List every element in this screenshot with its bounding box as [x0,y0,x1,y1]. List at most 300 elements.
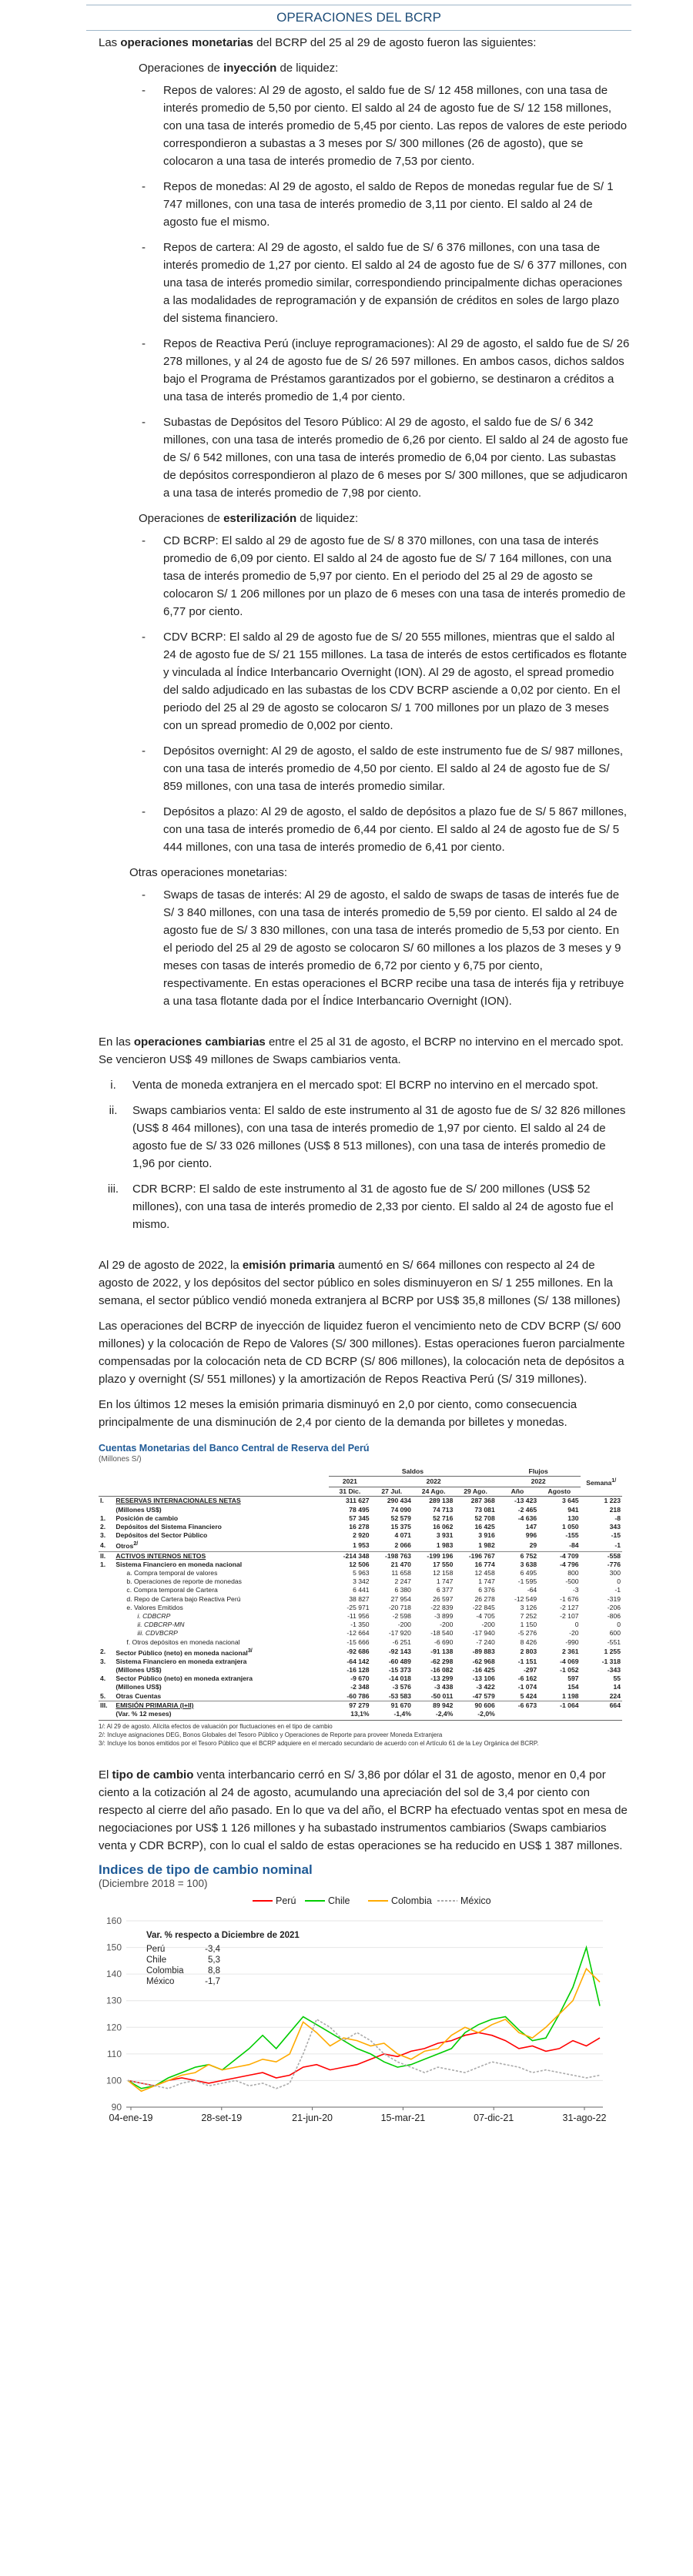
table-cell: -2,0% [477,1710,495,1718]
row-label [114,1674,329,1683]
row-label [114,1577,329,1586]
col-header: 29 Ago. [454,1487,496,1497]
row-code: 4. [100,1674,106,1683]
table-cell: -776 [607,1560,621,1568]
table-cell: 78 495 [349,1505,370,1514]
row-label-text: e. Valores Emitidos [126,1603,183,1611]
y-tick-label: 100 [105,2075,122,2086]
table-cell: -20 [569,1629,579,1638]
item-number: ii. [109,1104,118,1117]
row-label [114,1692,329,1701]
table-cell: -3 899 [434,1611,454,1620]
row-code: 4. [100,1541,106,1549]
row-code [99,1612,114,1621]
table-cell: -1 595 [517,1577,537,1586]
footnote: 2/: Incluye asignaciones DEG, Bonos Globales del Tesoro Público y Operaciones de Reporte para proveer Moneda Extranjera [99,1731,443,1739]
x-tick-label: 04-ene-19 [109,2113,153,2124]
table-row [99,1674,622,1683]
table-cell: -16 425 [472,1666,495,1674]
annotation-value: -3,4 [205,1945,220,1955]
col-header: 31 Dic. [329,1487,370,1497]
row-label-text: (Millones US$) [116,1683,162,1691]
row-code: 2. [100,1523,106,1531]
row-label-text: Sector Público (neto) en moneda nacional [116,1648,248,1657]
row-label [114,1710,329,1718]
table-cell: -1 064 [538,1701,580,1710]
table-cell: -6 162 [517,1674,537,1683]
table-cell: 38 827 [349,1594,370,1603]
list-item [99,1102,630,1173]
row-label-text: Posición de cambio [116,1514,179,1522]
row-label-text: b. Operaciones de reporte de monedas [126,1577,242,1586]
table-cell: -1,4% [393,1710,411,1718]
intro-post: del BCRP del 25 al 29 de agosto fueron las siguientes: [253,36,537,49]
list-item: - Subastas de Depósitos del Tesoro Público: Al 29 de agosto, el saldo fue de S/ 6 342 millones, con una tasa de interés promedio de 6,26 por ciento. El saldo al 24 de agosto fue de S/ 6 542 millones, con una tasa de interés promedio de 6,04 por ciento. Las subastas de depósitos correspondieron al plazo de 6 meses por S/ 300 millones, que se adjudicaron a una tasa de interés promedio de 7,98 por ciento. [139,413,630,502]
row-label-text: ii. CDBCRP-MN [137,1621,185,1629]
primary-paragraph-3: En los últimos 12 meses la emisión primaria disminuyó en 2,0 por ciento, como consecuencia principalmente de una disminución de 2,4 por ciento de la demanda por billetes y monedas. [99,1398,578,1429]
table-cell: -2 348 [350,1683,370,1691]
table-cell: -806 [607,1611,621,1620]
injection-heading [139,59,630,77]
legend-label: Chile [328,1895,350,1907]
table-cell: -343 [607,1666,621,1674]
row-label-text: Otras Cuentas [116,1691,162,1700]
list-item: - Repos de Reactiva Perú (incluye reprogramaciones): Al 29 de agosto, el saldo fue de S/ 26 278 millones, y al 24 de agosto fue de S/ 26 597 millones. En ambos casos, dichos saldos bajo el Programa de Préstamos garantizados por el gobierno, se destinaron a créditos a una tasa de interés promedio de 1,4 por ciento. [139,335,630,406]
table-cell: -6 673 [497,1701,538,1710]
table-cell: -3 576 [392,1683,411,1691]
row-label [114,1666,329,1674]
table-cell: 941 [567,1505,579,1514]
series-line [128,2032,600,2086]
y-tick-label: 130 [105,1995,122,2006]
table-cell: 16 774 [474,1560,495,1568]
table-cell: -8 [614,1514,621,1522]
table-cell: -60 786 [346,1691,370,1700]
table-cell: 8 426 [520,1638,537,1646]
item-text: Venta de moneda extranjera en el mercado spot: El BCRP no intervino en el mercado spot. [132,1079,599,1092]
item-text: Swaps cambiarios venta: El saldo de este instrumento al 31 de agosto fue de S/ 32 826 millones (US$ 8 464 millones), con una tasa de interés promedio de 1,97 por ciento. El saldo al 24 de agosto fue de S/ 33 026 millones (US$ 8 513 millones), con una tasa de interés promedio de 1,96 por ciento. [132,1104,626,1170]
row-label [114,1621,329,1629]
table-cell: -2 465 [517,1505,537,1514]
data-table [99,1467,622,1718]
table-cell: 52 716 [433,1514,454,1522]
table-cell: -2 598 [392,1611,411,1620]
list-item [99,1076,630,1094]
y-tick-label: 160 [105,1915,122,1927]
table-cell: -319 [607,1594,621,1603]
table-cell: -1 151 [517,1657,537,1665]
table-cell: -198 763 [371,1551,413,1561]
table-cell: 2 066 [394,1541,411,1549]
row-label [114,1551,329,1561]
x-tick-label: 21-jun-20 [292,2113,333,2124]
table-cell: 29 [529,1541,537,1549]
table-cell: -15 373 [388,1666,411,1674]
table-cell: 0 [617,1621,621,1629]
table-cell: -1 318 [601,1657,621,1665]
table-cell: -196 767 [454,1551,496,1561]
table-cell: 147 [525,1523,537,1531]
table-cell: -4 636 [517,1514,537,1522]
row-label [114,1595,329,1604]
row-code: II. [99,1551,114,1561]
table-cell: 0 [617,1577,621,1586]
table-cell: 21 470 [390,1560,411,1568]
annotation-country: México [146,1977,175,1987]
table-subtitle: (Millones S/) [99,1455,142,1464]
table-cell: -155 [565,1531,579,1540]
table-cell: 6 495 [520,1568,537,1577]
table-row [99,1540,622,1551]
row-label [114,1561,329,1569]
primary-bold: emisión primaria [242,1259,335,1272]
section-title: OPERACIONES DEL BCRP [276,10,441,25]
group-saldos: Saldos [329,1467,497,1477]
table-cell: -15 [611,1531,621,1540]
row-label [114,1531,329,1540]
col-header-semana [581,1477,622,1487]
item-number: iii. [107,1183,119,1196]
table-cell: 1 747 [436,1577,454,1586]
table-cell: -22 845 [472,1603,495,1611]
annotation-value: -1,7 [205,1977,220,1987]
table-cell: 57 345 [349,1514,370,1522]
row-label [114,1523,329,1531]
intro-paragraph [99,34,630,52]
table-cell: -6 690 [434,1638,454,1646]
sterilization-heading [139,510,630,527]
injection-list [139,82,630,502]
table-cell: -47 579 [472,1691,495,1700]
list-item: - CDV BCRP: El saldo al 29 de agosto fue de S/ 20 555 millones, mientras que el saldo al 24 de agosto fue de S/ 21 155 millones. La tasa de interés de estos certificados es flotante y vinculada al Índice Interbancario Overnight (ION). Al 29 de agosto, el spread promedio del saldo adjudicado en las subastas de los CDV BCRP asciende a 0,02 por ciento. En el periodo del 25 al 29 de agosto se colocaron S/ 1 700 millones por un plazo de 3 meses con un spread promedio de 0,002 por ciento. [139,628,630,734]
table-cell: 3 342 [353,1577,370,1586]
table-cell: 2 361 [562,1648,579,1656]
table-cell: 16 062 [433,1523,454,1531]
table-cell: 2 247 [394,1577,411,1586]
row-label [114,1683,329,1691]
exchange-rate-pre: El [99,1768,112,1782]
list-item: - CD BCRP: El saldo al 29 de agosto fue de S/ 8 370 millones, con una tasa de interés promedio de 6,09 por ciento. El saldo al 24 de agosto fue de S/ 7 164 millones, con una tasa de interés promedio de 5,97 por ciento. En el periodo del 25 al 29 de agosto se colocaron S/ 1 206 millones por un plazo de 6 meses con una tasa de interés promedio de 6,77 por ciento. [139,532,630,621]
row-label-text: a. Compra temporal de valores [126,1568,218,1577]
table-cell: -551 [607,1638,621,1646]
list-item: - Repos de valores: Al 29 de agosto, el saldo fue de S/ 12 458 millones, con una tasa de interés promedio de 5,50 por ciento. El saldo al 24 de agosto fue de S/ 12 158 millones, con una tasa de interés promedio de 5,45 por ciento. Las repos de valores de este periodo correspondieron a subastas a 3 meses por S/ 300 millones (26 de agosto), que se colocaron a una tasa de interés promedio de 7,53 por ciento. [139,82,630,170]
table-row [99,1666,622,1674]
section-header [86,5,631,31]
sterilization-heading-bold: esterilización [223,512,297,525]
footnote-ref: 3/ [247,1647,253,1654]
col-header: Agosto [538,1487,580,1497]
table-cell: 13,1% [350,1710,370,1718]
monetary-accounts-table [99,1442,622,1748]
table-cell: -4 069 [560,1657,579,1665]
y-tick-label: 120 [105,2022,122,2033]
table-cell: -200 [481,1621,495,1629]
table-row [99,1692,622,1701]
table-cell: -17 940 [472,1629,495,1638]
intro-pre: Las [99,36,121,49]
table-cell: -7 240 [476,1638,495,1646]
table-cell: -25 971 [346,1603,370,1611]
table-cell: -13 106 [472,1674,495,1683]
year-2022-flujos: 2022 [497,1477,581,1487]
table-cell: 1 150 [520,1621,537,1629]
table-cell: -3 422 [476,1683,495,1691]
footnote: 3/: Incluye los bonos emitidos por el Tesoro Público que el BCRP adquiere en el mercado secundario de acuerdo con el Artículo 61 de la Ley Orgánica del BCRP. [99,1740,539,1748]
sterilization-heading-pre: Operaciones de [139,512,224,525]
table-cell: 4 071 [394,1531,411,1540]
list-item [99,1180,630,1233]
table-cell: 74 090 [390,1505,411,1514]
row-label [114,1497,329,1506]
annotation-country: Colombia [146,1966,184,1976]
row-label-text: EMISIÓN PRIMARIA (I+II) [116,1701,194,1709]
table-cell: 90 606 [454,1701,496,1710]
table-cell: -13 299 [430,1674,454,1683]
row-label-text: f. Otros depósitos en moneda nacional [126,1638,240,1646]
table-row [99,1561,622,1569]
chart-subtitle: (Diciembre 2018 = 100) [99,1878,208,1890]
row-code [99,1604,114,1612]
table-cell: -20 718 [388,1603,411,1611]
table-cell: -92 686 [346,1648,370,1656]
table-cell: 16 278 [349,1523,370,1531]
semana-label: Semana [586,1478,612,1487]
year-2021: 2021 [329,1477,370,1487]
table-cell: -5 276 [517,1629,537,1638]
row-label-text: Sistema Financiero en moneda extranjera [116,1657,247,1665]
table-cell: 6 380 [394,1586,411,1594]
table-cell: 1 255 [604,1648,621,1656]
row-code [99,1586,114,1594]
exchange-paragraph [99,1033,630,1069]
table-cell: 14 [613,1683,621,1691]
table-row [99,1569,622,1577]
exchange-rate-post: venta interbancario cerró en S/ 3,86 por dólar el 31 de agosto, menor en 0,4 por ciento a la cotización al 24 de agosto, acumulando una apreciación del sol de 3,4 por ciento con respecto al cierre del año pasado. En lo que va del año, el BCRP ha efectuado ventas spot en mesa de negociaciones por US$ 1 126 millones y ha subastado instrumentos cambiarios (Swaps cambiarios venta y CDR BCRP), con lo cual el saldo de estas operaciones se ha reducido en US$ 1 387 millones. [99,1768,628,1853]
primary-post: aumentó en S/ 664 millones con respecto al 24 de agosto de 2022, y los depósitos del sector público en soles disminuyeron en S/ 1 255 millones. En la semana, el sector público vendió moneda extranjera al BCRP por US$ 35,8 millones (S/ 138 millones) [99,1259,621,1307]
table-cell: -14 018 [388,1674,411,1683]
x-tick-label: 31-ago-22 [562,2113,607,2124]
table-cell: 52 579 [390,1514,411,1522]
table-cell: -3 [572,1586,579,1594]
row-code [99,1683,114,1691]
table-row [99,1523,622,1531]
table-cell: -206 [607,1603,621,1611]
footnote: 1/: Al 29 de agosto. Alícita efectos de valuación por fluctuaciones en el tipo de cambio [99,1723,333,1731]
table-cell: -11 956 [347,1611,370,1620]
row-code [99,1577,114,1586]
table-cell: -214 348 [329,1551,370,1561]
table-cell: 5 424 [520,1691,537,1700]
row-label [114,1540,329,1551]
table-row [99,1701,622,1710]
y-tick-label: 90 [111,2102,122,2113]
row-label-text: (Millones US$) [116,1666,162,1674]
exchange-rate-paragraph [99,1766,630,1855]
table-row [99,1551,622,1561]
table-cell: -1 [614,1541,621,1549]
row-label [114,1647,329,1658]
row-code [99,1569,114,1577]
table-cell: -1 350 [350,1621,370,1629]
table-cell: 17 550 [433,1560,454,1568]
table-cell: -12 549 [514,1594,537,1603]
row-label-text: Otros [116,1542,134,1551]
row-label-text: (Millones US$) [116,1505,162,1514]
table-cell: 289 138 [429,1497,454,1505]
row-label-text: Depósitos del Sector Público [116,1531,208,1540]
row-label-text: RESERVAS INTERNACIONALES NETAS [116,1497,241,1505]
table-cell: -16 128 [346,1666,370,1674]
table-cell: 6 752 [497,1551,538,1561]
x-tick-label: 15-mar-21 [380,2113,426,2124]
table-cell: -4 705 [476,1611,495,1620]
table-cell: -200 [397,1621,411,1629]
table-cell: 89 942 [413,1701,454,1710]
exchange-list [99,1076,630,1233]
table-cell: -60 489 [388,1657,411,1665]
table-cell: 3 126 [520,1603,537,1611]
table-cell: 91 670 [371,1701,413,1710]
injection-heading-pre: Operaciones de [139,62,224,75]
row-label [114,1629,329,1638]
list-item: - Depósitos overnight: Al 29 de agosto, el saldo de este instrumento fue de S/ 987 millones, con una tasa de interés promedio de 4,50 por ciento. El saldo al 24 de agosto fue de S/ 859 millones, con una tasa de interés promedio similar. [139,742,630,795]
table-cell: -64 [527,1586,537,1594]
exchange-bold: operaciones cambiarias [133,1035,266,1049]
table-cell: 996 [525,1531,537,1540]
row-label-text: Sector Público (neto) en moneda extranjera [116,1674,253,1683]
table-cell: -2 127 [560,1603,579,1611]
table-cell: 52 708 [474,1514,495,1522]
row-label [114,1612,329,1621]
table-cell: -50 011 [430,1691,454,1700]
table-cell: 73 081 [474,1505,495,1514]
table-cell: 664 [581,1701,622,1710]
table-cell: -199 196 [413,1551,454,1561]
table-cell: 1 223 [604,1497,621,1505]
table-cell: 1 747 [478,1577,495,1586]
exchange-post: entre el 25 al 31 de agosto, el BCRP no intervino en el mercado spot. Se vencieron US$ 49 millones de Swaps cambiarios venta. [99,1035,624,1066]
x-tick-label: 07-dic-21 [474,2113,514,2124]
semana-footnote-ref: 1/ [611,1477,617,1484]
row-code [99,1629,114,1638]
exchange-rate-bold: tipo de cambio [112,1768,194,1782]
item-text: CDR BCRP: El saldo de este instrumento al 31 de agosto fue de S/ 200 millones (US$ 52 millones), con una tasa de interés promedio de 2,33 por ciento. El saldo al 24 de agosto fue el mismo. [132,1183,614,1231]
table-row [99,1577,622,1586]
table-cell: -297 [523,1666,537,1674]
table-row [99,1612,622,1621]
table-cell: 1 050 [562,1523,579,1531]
row-label-text: c. Compra temporal de Cartera [126,1586,218,1594]
y-tick-label: 150 [105,1942,122,1953]
table-cell: -18 540 [430,1629,454,1638]
sterilization-heading-post: de liquidez: [296,512,359,525]
table-cell: -1 [614,1586,621,1594]
table-cell: -89 883 [472,1648,495,1656]
table-row [99,1683,622,1691]
table-cell: 300 [609,1568,621,1577]
table-row [99,1595,622,1604]
row-label [114,1701,329,1710]
primary-paragraph [99,1256,630,1310]
table-cell: 1 953 [353,1541,370,1549]
table-cell: -12 664 [346,1629,370,1638]
row-label-text: ACTIVOS INTERNOS NETOS [116,1551,206,1560]
row-label [114,1586,329,1594]
document-body [99,34,630,2130]
row-label-text: i. CDBCRP [137,1611,171,1620]
row-code: 3. [100,1657,106,1665]
injection-heading-bold: inyección [223,62,277,75]
legend-label: Colombia [391,1895,432,1907]
table-cell: 0 [574,1621,579,1629]
table-cell: -1 074 [517,1683,537,1691]
table-cell: -1 052 [560,1666,579,1674]
y-tick-label: 110 [106,2049,122,2060]
table-cell: 287 368 [470,1497,495,1505]
table-row [99,1710,622,1718]
list-item: - Repos de cartera: Al 29 de agosto, el saldo fue de S/ 6 376 millones, con una tasa de interés promedio de 1,27 por ciento. El saldo al 24 de agosto fue de S/ 6 377 millones, con una tasa de interés promedio similar, correspondiendo principalmente dichas operaciones a las modalidades de reprogramación y de expansión de créditos en soles de largo plazo del sistema financiero. [139,239,630,327]
table-title: Cuentas Monetarias del Banco Central de Reserva del Perú [99,1443,370,1454]
row-code [99,1595,114,1604]
table-cell: 12 458 [474,1568,495,1577]
table-cell: -15 666 [346,1638,370,1646]
line-chart [99,1890,614,2125]
row-label [114,1569,329,1577]
row-code [99,1666,114,1674]
table-row [99,1658,622,1666]
col-header: Año [497,1487,538,1497]
table-cell: -3 438 [434,1683,454,1691]
table-cell: 97 279 [329,1701,370,1710]
table-cell: 3 916 [478,1531,495,1540]
row-code [99,1506,114,1514]
table-cell: 1 982 [478,1541,495,1549]
table-cell: 55 [613,1674,621,1683]
table-cell [581,1710,622,1718]
table-cell: 3 645 [562,1497,579,1505]
annotation-country: Chile [146,1955,167,1965]
table-cell: -16 082 [430,1666,454,1674]
row-code: 5. [100,1691,106,1700]
x-tick-label: 28-set-19 [201,2113,243,2124]
table-cell: -990 [565,1638,579,1646]
table-cell: 26 597 [433,1594,454,1603]
table-cell: 16 425 [474,1523,495,1531]
table-row [99,1621,622,1629]
table-cell: 1 983 [436,1541,454,1549]
list-item: - Depósitos a plazo: Al 29 de agosto, el saldo de depósitos a plazo fue de S/ 5 867 millones, con una tasa de interés promedio de 6,44 por ciento. El saldo al 24 de agosto fue de S/ 5 444 millones, con una tasa de interés promedio de 6,41 por ciento. [139,803,630,856]
row-label-text: Depósitos del Sistema Financiero [116,1523,222,1531]
table-cell: -200 [440,1621,454,1629]
table-cell: 130 [567,1514,579,1522]
table-cell: -4 709 [538,1551,580,1561]
table-row [99,1506,622,1514]
table-cell: 12 506 [349,1560,370,1568]
table-row [99,1604,622,1612]
injection-heading-post: de liquidez: [276,62,339,75]
other-ops-heading: Otras operaciones monetarias: [129,866,288,879]
table-cell: 6 376 [478,1586,495,1594]
table-cell: -2,4% [435,1710,454,1718]
table-cell: 2 803 [520,1648,537,1656]
table-cell: -558 [581,1551,622,1561]
row-label [114,1658,329,1666]
group-flujos: Flujos [497,1467,581,1477]
table-cell: 218 [609,1505,621,1514]
table-cell [497,1710,538,1718]
row-label-text: iii. CDVBCRP [137,1629,178,1638]
table-cell: 3 638 [520,1560,537,1568]
